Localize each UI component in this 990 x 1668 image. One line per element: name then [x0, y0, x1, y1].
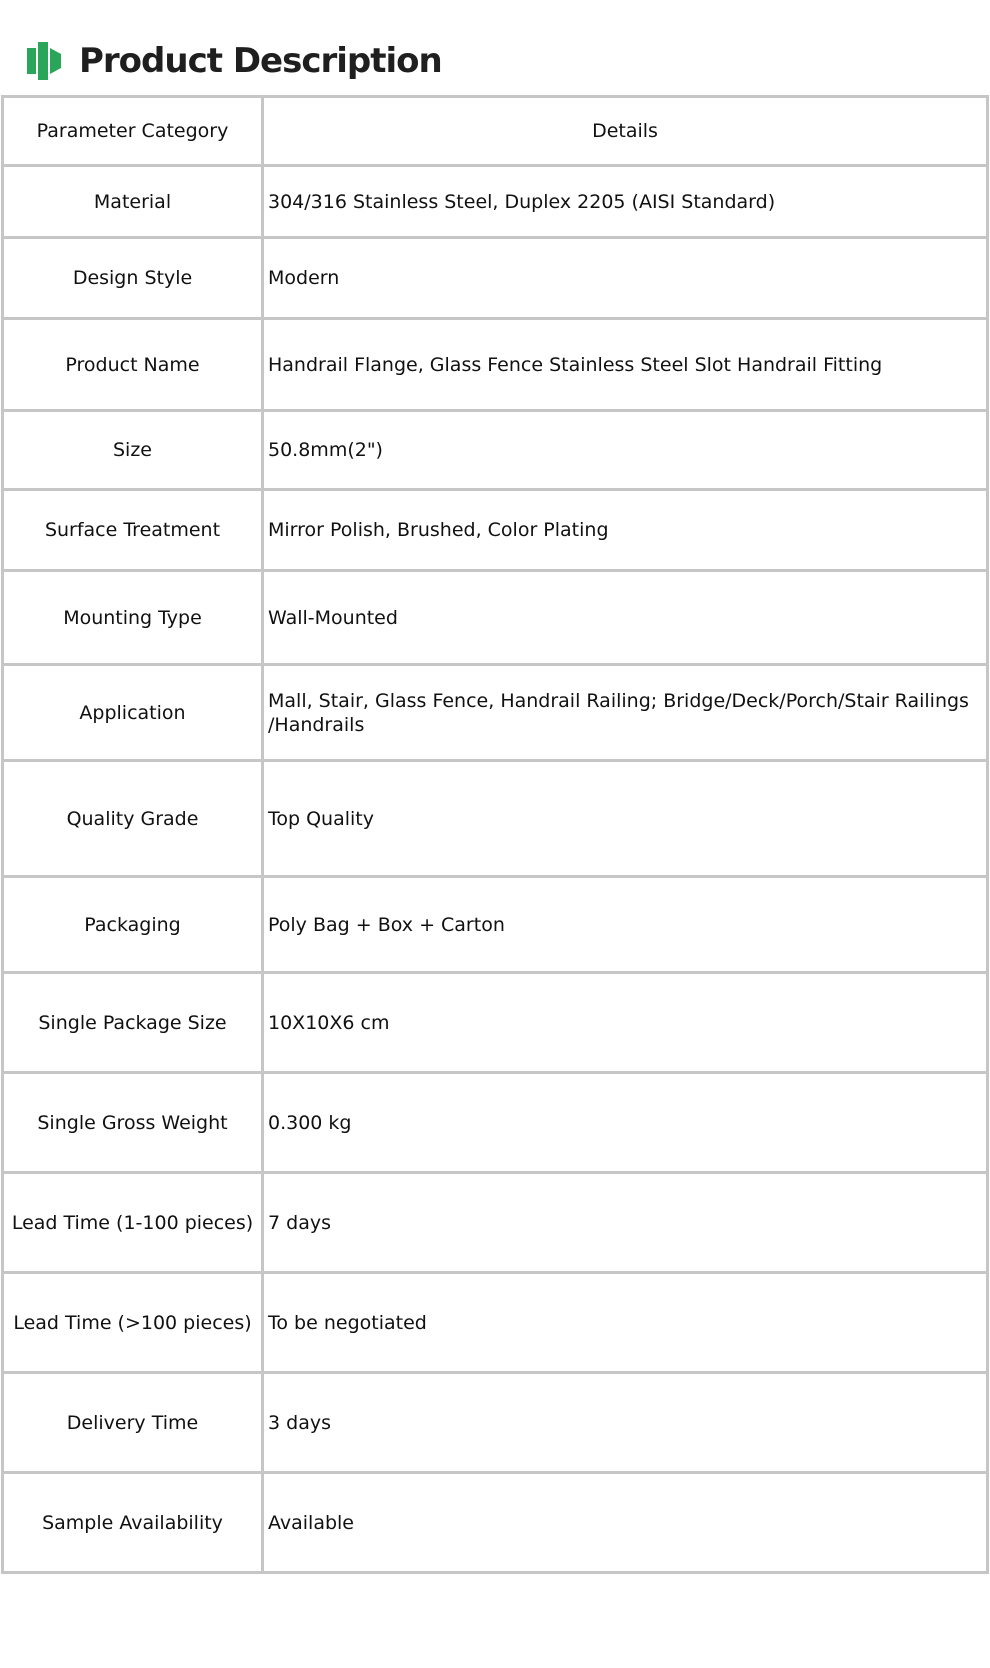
- table-row: [3, 319, 988, 411]
- row-category: Mounting Type: [3, 571, 263, 665]
- spec-table: [1, 95, 989, 1574]
- row-details: 0.300 kg: [263, 1073, 988, 1173]
- row-details: Poly Bag + Box + Carton: [263, 877, 988, 973]
- table-row: [3, 238, 988, 319]
- row-category: Single Gross Weight: [3, 1073, 263, 1173]
- table-row: [3, 1373, 988, 1473]
- header-details: Details: [263, 97, 988, 166]
- table-row: [3, 1473, 988, 1573]
- row-category: Delivery Time: [3, 1373, 263, 1473]
- table-row: [3, 166, 988, 238]
- row-category: Design Style: [3, 238, 263, 319]
- table-header-row: [3, 97, 988, 166]
- row-details: Wall-Mounted: [263, 571, 988, 665]
- table-row: [3, 490, 988, 571]
- row-category: Product Name: [3, 319, 263, 411]
- table-row: [3, 973, 988, 1073]
- row-details: 3 days: [263, 1373, 988, 1473]
- header-category: Parameter Category: [3, 97, 263, 166]
- row-category: Surface Treatment: [3, 490, 263, 571]
- speaker-icon: [27, 38, 67, 84]
- row-category: Packaging: [3, 877, 263, 973]
- row-details: Mall, Stair, Glass Fence, Handrail Railing; Bridge/Deck/Porch/Stair Railings /Handrails: [263, 665, 988, 761]
- row-category: Application: [3, 665, 263, 761]
- table-row: [3, 411, 988, 490]
- row-category: Quality Grade: [3, 761, 263, 877]
- table-row: [3, 1273, 988, 1373]
- row-details: To be negotiated: [263, 1273, 988, 1373]
- table-row: [3, 665, 988, 761]
- table-row: [3, 877, 988, 973]
- row-details: Mirror Polish, Brushed, Color Plating: [263, 490, 988, 571]
- row-details: Handrail Flange, Glass Fence Stainless Steel Slot Handrail Fitting: [263, 319, 988, 411]
- row-category: Size: [3, 411, 263, 490]
- row-category: Sample Availability: [3, 1473, 263, 1573]
- row-category: Lead Time (>100 pieces): [3, 1273, 263, 1373]
- row-details: 10X10X6 cm: [263, 973, 988, 1073]
- row-details: 50.8mm(2"): [263, 411, 988, 490]
- page-title: Product Description: [79, 41, 442, 81]
- row-category: Material: [3, 166, 263, 238]
- row-details: Top Quality: [263, 761, 988, 877]
- section-header: [27, 36, 442, 86]
- table-row: [3, 1073, 988, 1173]
- table-row: [3, 571, 988, 665]
- row-category: Lead Time (1-100 pieces): [3, 1173, 263, 1273]
- row-details: 304/316 Stainless Steel, Duplex 2205 (AISI Standard): [263, 166, 988, 238]
- row-details: Modern: [263, 238, 988, 319]
- row-details: Available: [263, 1473, 988, 1573]
- table-row: [3, 761, 988, 877]
- table-row: [3, 1173, 988, 1273]
- row-details: 7 days: [263, 1173, 988, 1273]
- row-category: Single Package Size: [3, 973, 263, 1073]
